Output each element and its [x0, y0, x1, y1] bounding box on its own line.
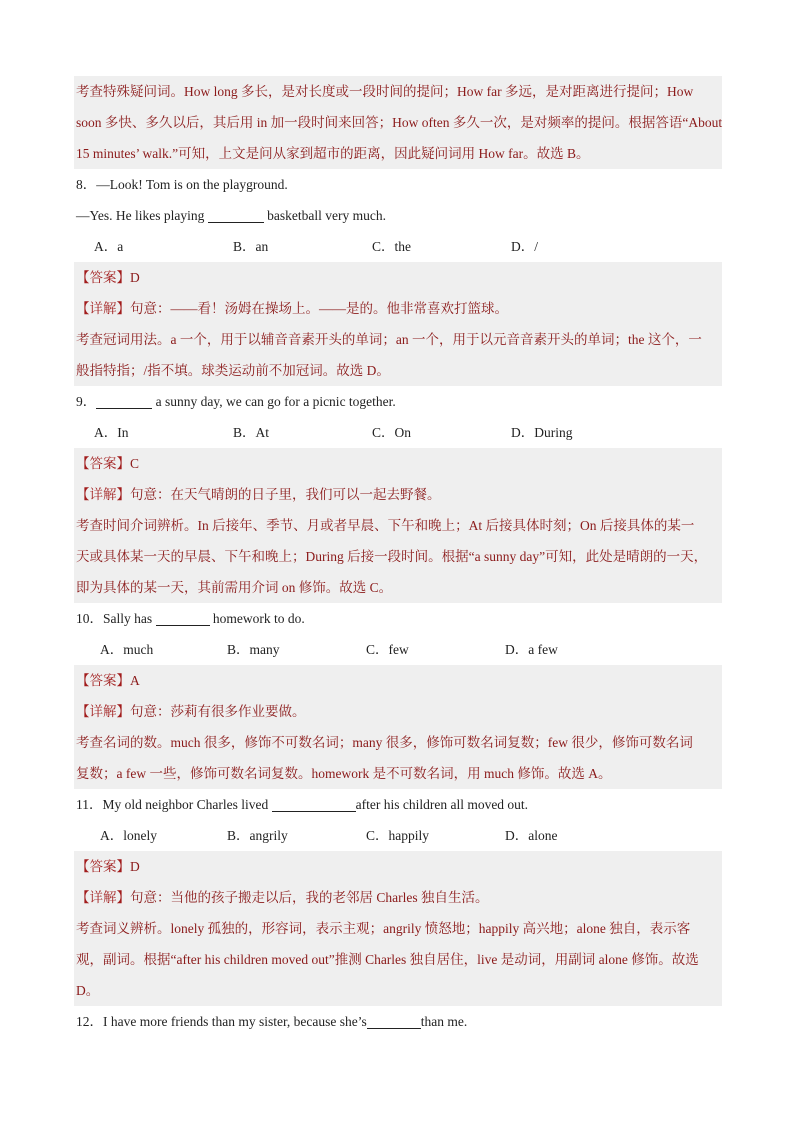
- answer-block: [74, 262, 722, 386]
- answer-blank[interactable]: [272, 793, 356, 812]
- question-11: [76, 789, 720, 1006]
- option-d[interactable]: D．During: [511, 425, 573, 440]
- stem-text: homework to do.: [212, 611, 305, 626]
- stem-text: 12．I have more friends than my sister, because she’s: [76, 1014, 367, 1029]
- question-number: 9．: [76, 394, 97, 409]
- question-stem: [76, 603, 720, 634]
- option-d[interactable]: D．alone: [505, 828, 558, 843]
- answer-tag: 【答案】: [76, 859, 130, 874]
- explanation-line: soon 多快、多久以后，其后用 in 加一段时间来回答；How often 多久一次，是对频率的提问。根据答语“About: [76, 115, 723, 130]
- answer-block: [74, 665, 722, 789]
- detail-line: [76, 882, 720, 913]
- question-stem: [76, 386, 720, 417]
- option-b[interactable]: B．At: [233, 425, 270, 440]
- option-a[interactable]: A．In: [94, 425, 129, 440]
- stem-text: 10．Sally has: [76, 611, 153, 626]
- detail-tag: 【详解】: [76, 890, 130, 905]
- answer-block: [74, 448, 722, 603]
- question-stem: [76, 1006, 720, 1037]
- detail-tag: 【详解】: [76, 301, 130, 316]
- sentence-meaning: 句意：——看！汤姆在操场上。——是的。他非常喜欢打篮球。: [130, 301, 508, 316]
- explanation-line: 考查冠词用法。a 一个，用于以辅音音素开头的单词；an 一个，用于以元音音素开头的单词；the 这个，一: [76, 332, 702, 347]
- explanation-line: 考查特殊疑问词。How long 多长，是对长度或一段时间的提问；How far 多远，是对距离进行提问；How: [76, 84, 694, 99]
- question-12: [76, 1006, 720, 1037]
- explanation-line: 复数；a few 一些，修饰可数名词复数。homework 是不可数名词，用 much 修饰。故选 A。: [76, 766, 612, 781]
- answer-line: [76, 448, 720, 479]
- question-stem: [76, 200, 720, 231]
- explanation-line: 考查词义辨析。lonely 孤独的，形容词，表示主观；angrily 愤怒地；happily 高兴地；alone 独自，表示客: [76, 921, 691, 936]
- question-8: [76, 169, 720, 386]
- answer-blank[interactable]: [96, 390, 152, 409]
- option-d[interactable]: D．a few: [505, 642, 558, 657]
- question-stem: [76, 789, 720, 820]
- detail-tag: 【详解】: [76, 704, 130, 719]
- option-c[interactable]: C．the: [372, 239, 411, 254]
- option-c[interactable]: C．happily: [366, 828, 429, 843]
- explanation-line: 即为具体的某一天，其前需用介词 on 修饰。故选 C。: [76, 580, 393, 595]
- sentence-meaning: 句意：莎莉有很多作业要做。: [130, 704, 306, 719]
- answer-blank[interactable]: [156, 607, 210, 626]
- answer-value: D: [130, 859, 140, 874]
- option-b[interactable]: B．many: [227, 642, 280, 657]
- answer-line: [76, 262, 720, 293]
- answer-tag: 【答案】: [76, 673, 130, 688]
- detail-line: [76, 696, 720, 727]
- option-a[interactable]: A．lonely: [100, 828, 157, 843]
- option-b[interactable]: B．angrily: [227, 828, 288, 843]
- question-10: [76, 603, 720, 789]
- answer-value: A: [130, 673, 140, 688]
- stem-text: basketball very much.: [267, 208, 386, 223]
- stem-text: after his children all moved out.: [355, 797, 529, 812]
- option-c[interactable]: C．few: [366, 642, 409, 657]
- options-row: [76, 231, 720, 262]
- options-row: [76, 820, 720, 851]
- question-9: [76, 386, 720, 603]
- worksheet-page: [76, 76, 723, 1037]
- options-row: [76, 417, 720, 448]
- explanation-line: 般指特指；/指不填。球类运动前不加冠词。故选 D。: [76, 363, 390, 378]
- explanation-line: 天或具体某一天的早晨、下午和晚上；During 后接一段时间。根据“a sunny day”可知，此处是晴朗的一天，: [76, 549, 708, 564]
- stem-text: —Yes. He likes playing: [76, 208, 205, 223]
- question-stem: 8．—Look! Tom is on the playground.: [76, 177, 288, 192]
- sentence-meaning: 句意：当他的孩子搬走以后，我的老邻居 Charles 独自生活。: [130, 890, 489, 905]
- option-a[interactable]: A．a: [94, 239, 124, 254]
- answer-blank[interactable]: [208, 204, 264, 223]
- options-row: [76, 634, 720, 665]
- option-d[interactable]: D．/: [511, 239, 538, 254]
- answer-line: [76, 851, 720, 882]
- answer-block: [74, 851, 722, 1006]
- answer-value: D: [130, 270, 140, 285]
- explanation-line: D。: [76, 983, 100, 998]
- option-b[interactable]: B．an: [233, 239, 269, 254]
- detail-line: [76, 479, 720, 510]
- explanation-q7: [74, 76, 722, 169]
- detail-line: [76, 293, 720, 324]
- explanation-line: 考查名词的数。much 很多，修饰不可数名词；many 很多，修饰可数名词复数；few 很少，修饰可数名词: [76, 735, 693, 750]
- stem-text: a sunny day, we can go for a picnic together.: [155, 394, 396, 409]
- explanation-line: 15 minutes’ walk.”可知，上文是问从家到超市的距离，因此疑问词用 How far。故选 B。: [76, 146, 590, 161]
- detail-tag: 【详解】: [76, 487, 130, 502]
- option-c[interactable]: C．On: [372, 425, 412, 440]
- explanation-line: 考查时间介词辨析。In 后接年、季节、月或者早晨、下午和晚上；At 后接具体时刻；On 后接具体的某一: [76, 518, 695, 533]
- answer-blank[interactable]: [367, 1010, 421, 1029]
- answer-tag: 【答案】: [76, 270, 130, 285]
- explanation-line: 观，副词。根据“after his children moved out”推测 Charles 独自居住，live 是动词，用副词 alone 修饰。故选: [76, 952, 699, 967]
- option-a[interactable]: A．much: [100, 642, 154, 657]
- sentence-meaning: 句意：在天气晴朗的日子里，我们可以一起去野餐。: [130, 487, 441, 502]
- answer-tag: 【答案】: [76, 456, 130, 471]
- answer-value: C: [130, 456, 140, 471]
- stem-text: 11．My old neighbor Charles lived: [76, 797, 269, 812]
- stem-text: than me.: [420, 1014, 468, 1029]
- answer-line: [76, 665, 720, 696]
